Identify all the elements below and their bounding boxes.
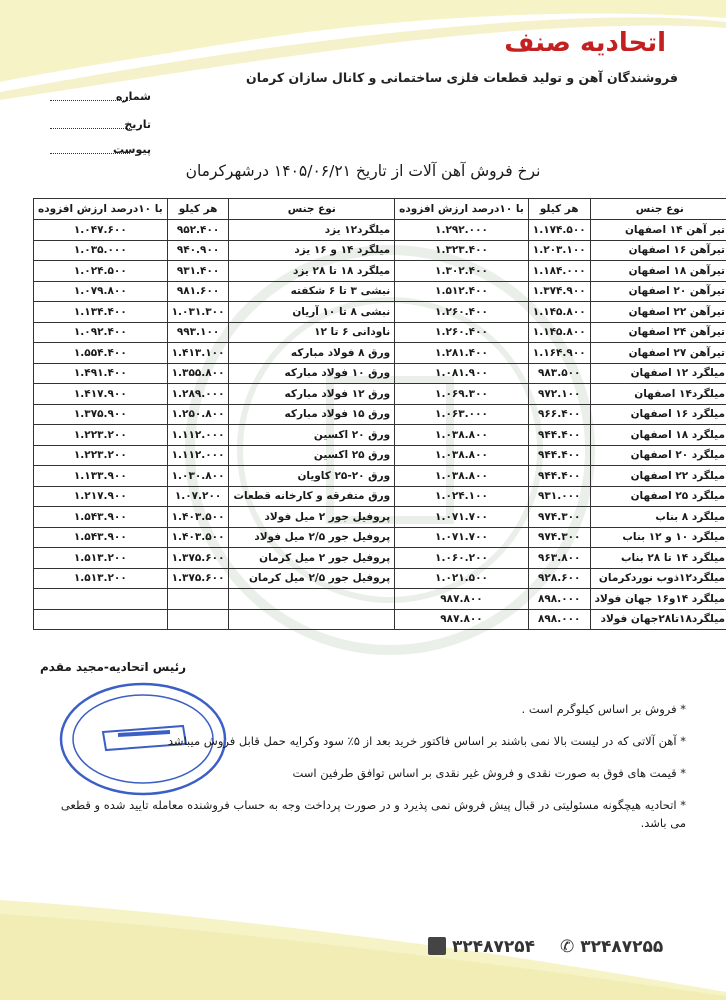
col-header-product-1: نوع جنس bbox=[590, 199, 726, 220]
cell-vat-price-1: ۱.۲۶۰.۴۰۰ bbox=[395, 302, 529, 323]
cell-vat-price-2: ۱.۵۵۴.۴۰۰ bbox=[34, 343, 168, 364]
cell-price-1: ۹۸۳.۵۰۰ bbox=[528, 363, 590, 384]
cell-product-2: ورق متفرقه و کارخانه قطعات bbox=[229, 486, 395, 507]
cell-vat-price-2: ۱.۱۳۴.۴۰۰ bbox=[34, 302, 168, 323]
table-row bbox=[34, 507, 726, 528]
cell-price-1: ۹۶۶.۴۰۰ bbox=[528, 404, 590, 425]
cell-product-1: میلگرد ۱۴ تا ۲۸ بناب bbox=[590, 548, 726, 569]
cell-vat-price-2: ۱.۲۲۳.۲۰۰ bbox=[34, 445, 168, 466]
cell-price-2: ۱.۴۰۳.۵۰۰ bbox=[167, 507, 229, 528]
table-row bbox=[34, 322, 726, 343]
meta-date-label: تاریخ bbox=[124, 118, 151, 131]
cell-vat-price-2: ۱.۲۱۷.۹۰۰ bbox=[34, 486, 168, 507]
cell-vat-price-2: ۱.۴۱۷.۹۰۰ bbox=[34, 384, 168, 405]
cell-product-2: ورق ۲۵ اکسین bbox=[229, 445, 395, 466]
cell-product-2: پروفیل جور ۲/۵ میل فولاد bbox=[229, 527, 395, 548]
cell-price-1: ۹۴۴.۴۰۰ bbox=[528, 466, 590, 487]
cell-price-1: ۹۷۴.۳۰۰ bbox=[528, 507, 590, 528]
cell-vat-price-2: ۱.۵۴۳.۹۰۰ bbox=[34, 507, 168, 528]
cell-product-1: میلگرد ۲۰ اصفهان bbox=[590, 445, 726, 466]
note-item: * اتحادیه هیچگونه مسئولیتی در قبال پیش فروش نمی پذیرد و در صورت پرداخت وجه به حساب فروشنده معامله تایید شده و قطعی می باشد. bbox=[60, 798, 686, 830]
cell-price-2: ۹۳۱.۴۰۰ bbox=[167, 261, 229, 282]
table-row bbox=[34, 220, 726, 241]
cell-product-2: ورق ۱۵ فولاد مبارکه bbox=[229, 404, 395, 425]
meta-attachment-label: پیوست bbox=[113, 143, 151, 156]
cell-product-1: تیرآهن ۱۸ اصفهان bbox=[590, 261, 726, 282]
table-row bbox=[34, 404, 726, 425]
cell-price-1: ۱.۱۷۴.۵۰۰ bbox=[528, 220, 590, 241]
cell-vat-price-2: ۱.۰۳۵.۰۰۰ bbox=[34, 240, 168, 261]
cell-product-2: ناودانی ۶ تا ۱۲ bbox=[229, 322, 395, 343]
cell-vat-price-1: ۹۸۷.۸۰۰ bbox=[395, 609, 529, 630]
cell-price-1: ۱.۲۰۳.۱۰۰ bbox=[528, 240, 590, 261]
cell-price-2: ۱.۱۱۲.۰۰۰ bbox=[167, 445, 229, 466]
cell-price-1: ۹۴۴.۴۰۰ bbox=[528, 445, 590, 466]
table-row bbox=[34, 261, 726, 282]
table-row bbox=[34, 302, 726, 323]
cell-product-2: نبشی ۸ تا ۱۰ آریان bbox=[229, 302, 395, 323]
cell-vat-price-2: ۱.۵۴۳.۹۰۰ bbox=[34, 527, 168, 548]
cell-product-1: تیرآهن ۲۴ اصفهان bbox=[590, 322, 726, 343]
cell-product-2: میلگرد ۱۸ تا ۲۸ یزد bbox=[229, 261, 395, 282]
cell-price-2: ۱.۱۱۲.۰۰۰ bbox=[167, 425, 229, 446]
cell-vat-price-1: ۱.۲۶۰.۴۰۰ bbox=[395, 322, 529, 343]
col-header-vat-price-2: با ۱۰درصد ارزش افزوده bbox=[34, 199, 168, 220]
table-row bbox=[34, 240, 726, 261]
table-row bbox=[34, 445, 726, 466]
cell-price-2: ۱.۴۱۳.۱۰۰ bbox=[167, 343, 229, 364]
col-header-vat-price-1: با ۱۰درصد ارزش افزوده bbox=[395, 199, 529, 220]
cell-price-1: ۹۷۴.۳۰۰ bbox=[528, 527, 590, 548]
meta-attachment-line bbox=[50, 153, 130, 154]
cell-product-2: ورق ۸ فولاد مبارکه bbox=[229, 343, 395, 364]
cell-product-1: میلگرد۱۴ اصفهان bbox=[590, 384, 726, 405]
cell-product-1: تیر آهن ۱۴ اصفهان bbox=[590, 220, 726, 241]
cell-vat-price-1: ۱.۳۲۳.۴۰۰ bbox=[395, 240, 529, 261]
cell-product-1: میلگرد ۸ بناب bbox=[590, 507, 726, 528]
union-subtitle: فروشندگان آهن و تولید قطعات فلزی ساختمانی و کانال سازان کرمان bbox=[246, 70, 678, 85]
cell-product-1: تیرآهن ۲۲ اصفهان bbox=[590, 302, 726, 323]
table-header-row bbox=[34, 199, 726, 220]
phone-number bbox=[560, 937, 663, 957]
cell-vat-price-2 bbox=[34, 589, 168, 610]
cell-vat-price-2: ۱.۰۲۴.۵۰۰ bbox=[34, 261, 168, 282]
cell-product-1: میلگرد ۱۸ اصفهان bbox=[590, 425, 726, 446]
cell-vat-price-2: ۱.۵۱۳.۲۰۰ bbox=[34, 548, 168, 569]
cell-vat-price-1: ۱.۰۷۱.۷۰۰ bbox=[395, 507, 529, 528]
cell-price-2 bbox=[167, 609, 229, 630]
cell-product-1: میلگرد ۱۰ و ۱۲ بناب bbox=[590, 527, 726, 548]
cell-price-1: ۱.۱۴۵.۸۰۰ bbox=[528, 322, 590, 343]
cell-price-2: ۱.۰۳۰.۸۰۰ bbox=[167, 466, 229, 487]
cell-price-1: ۱.۱۸۴.۰۰۰ bbox=[528, 261, 590, 282]
table-row bbox=[34, 548, 726, 569]
cell-price-1: ۸۹۸.۰۰۰ bbox=[528, 609, 590, 630]
cell-vat-price-2: ۱.۵۱۳.۲۰۰ bbox=[34, 568, 168, 589]
price-table bbox=[33, 198, 726, 630]
cell-vat-price-2: ۱.۴۹۱.۴۰۰ bbox=[34, 363, 168, 384]
cell-vat-price-1: ۱.۰۲۱.۵۰۰ bbox=[395, 568, 529, 589]
cell-vat-price-1: ۱.۰۶۳.۰۰۰ bbox=[395, 404, 529, 425]
union-chair-signature: رئیس اتحادیه-مجید مقدم bbox=[40, 660, 187, 674]
cell-vat-price-2: ۱.۰۹۲.۴۰۰ bbox=[34, 322, 168, 343]
phone-number-text: ۳۲۴۸۷۲۵۵ bbox=[580, 937, 664, 957]
table-row bbox=[34, 486, 726, 507]
cell-vat-price-1: ۱.۰۶۰.۲۰۰ bbox=[395, 548, 529, 569]
col-header-price-1: هر کیلو bbox=[528, 199, 590, 220]
table-row bbox=[34, 568, 726, 589]
cell-product-1: میلگرد۱۲ذوب نوردکرمان bbox=[590, 568, 726, 589]
cell-vat-price-1: ۱.۰۳۸.۸۰۰ bbox=[395, 445, 529, 466]
cell-price-1: ۱.۳۷۴.۹۰۰ bbox=[528, 281, 590, 302]
cell-vat-price-1: ۱.۵۱۲.۴۰۰ bbox=[395, 281, 529, 302]
cell-vat-price-1: ۱.۰۷۱.۷۰۰ bbox=[395, 527, 529, 548]
cell-vat-price-2: ۱.۲۲۳.۲۰۰ bbox=[34, 425, 168, 446]
table-row bbox=[34, 384, 726, 405]
cell-vat-price-1: ۱.۰۲۴.۱۰۰ bbox=[395, 486, 529, 507]
table-row bbox=[34, 527, 726, 548]
cell-price-2: ۱.۳۷۵.۶۰۰ bbox=[167, 548, 229, 569]
cell-vat-price-1: ۱.۲۸۱.۴۰۰ bbox=[395, 343, 529, 364]
table-row bbox=[34, 281, 726, 302]
cell-product-2: ورق ۲۰-۲۵ کاویان bbox=[229, 466, 395, 487]
cell-vat-price-2: ۱.۰۷۹.۸۰۰ bbox=[34, 281, 168, 302]
cell-vat-price-1: ۱.۳۰۲.۴۰۰ bbox=[395, 261, 529, 282]
cell-price-2: ۹۵۲.۴۰۰ bbox=[167, 220, 229, 241]
cell-vat-price-1: ۱.۰۳۸.۸۰۰ bbox=[395, 425, 529, 446]
cell-vat-price-2: ۱.۱۳۳.۹۰۰ bbox=[34, 466, 168, 487]
cell-price-2: ۱.۰۳۱.۳۰۰ bbox=[167, 302, 229, 323]
union-title: اتحادیه صنف bbox=[504, 28, 666, 58]
cell-price-2: ۱.۳۷۵.۶۰۰ bbox=[167, 568, 229, 589]
cell-price-1: ۹۲۸.۶۰۰ bbox=[528, 568, 590, 589]
cell-product-2: میلگرد۱۲ یزد bbox=[229, 220, 395, 241]
cell-vat-price-1: ۱.۰۳۸.۸۰۰ bbox=[395, 466, 529, 487]
cell-product-2: ورق ۲۰ اکسین bbox=[229, 425, 395, 446]
cell-price-1: ۱.۱۶۴.۹۰۰ bbox=[528, 343, 590, 364]
cell-vat-price-2: ۱.۳۷۵.۹۰۰ bbox=[34, 404, 168, 425]
cell-product-1: میلگرد ۲۵ اصفهان bbox=[590, 486, 726, 507]
cell-price-2: ۱.۲۵۰.۸۰۰ bbox=[167, 404, 229, 425]
table-row bbox=[34, 425, 726, 446]
cell-product-2: پروفیل جور ۲ میل کرمان bbox=[229, 548, 395, 569]
meta-date-line bbox=[50, 128, 130, 129]
cell-price-2: ۱.۲۸۹.۰۰۰ bbox=[167, 384, 229, 405]
col-header-price-2: هر کیلو bbox=[167, 199, 229, 220]
cell-product-2: میلگرد ۱۴ و ۱۶ یزد bbox=[229, 240, 395, 261]
cell-vat-price-2: ۱.۰۴۷.۶۰۰ bbox=[34, 220, 168, 241]
table-row bbox=[34, 609, 726, 630]
col-header-product-2: نوع جنس bbox=[229, 199, 395, 220]
note-item: * فروش بر اساس کیلوگرم است . bbox=[521, 702, 686, 716]
phone-icon: ✆ bbox=[560, 937, 575, 957]
cell-price-2: ۹۹۳.۱۰۰ bbox=[167, 322, 229, 343]
cell-price-2: ۱.۴۰۳.۵۰۰ bbox=[167, 527, 229, 548]
cell-vat-price-1: ۱.۰۶۹.۳۰۰ bbox=[395, 384, 529, 405]
note-item: * آهن آلاتی که در لیست بالا نمی باشند بر اساس فاکتور خرید بعد از ۵٪ سود وکرایه حمل قابل فروش میباشد bbox=[167, 734, 686, 748]
fax-icon bbox=[428, 937, 446, 955]
table-row bbox=[34, 466, 726, 487]
cell-price-1: ۹۴۴.۴۰۰ bbox=[528, 425, 590, 446]
cell-vat-price-1: ۹۸۷.۸۰۰ bbox=[395, 589, 529, 610]
cell-product-2: ورق ۱۲ فولاد مبارکه bbox=[229, 384, 395, 405]
cell-product-1: تیرآهن ۱۶ اصفهان bbox=[590, 240, 726, 261]
cell-product-1: میلگرد ۱۶ اصفهان bbox=[590, 404, 726, 425]
cell-product-1: میلگرد۱۸تا۲۸جهان فولاد bbox=[590, 609, 726, 630]
cell-vat-price-1: ۱.۰۸۱.۹۰۰ bbox=[395, 363, 529, 384]
cell-price-1: ۹۷۲.۱۰۰ bbox=[528, 384, 590, 405]
cell-vat-price-2 bbox=[34, 609, 168, 630]
price-list-title: نرخ فروش آهن آلات از تاریخ ۱۴۰۵/۰۶/۲۱ درشهرکرمان bbox=[185, 162, 541, 180]
cell-price-2: ۱.۳۵۵.۸۰۰ bbox=[167, 363, 229, 384]
notes-section bbox=[46, 700, 686, 846]
table-row bbox=[34, 363, 726, 384]
cell-product-2: پروفیل جور ۲ میل فولاد bbox=[229, 507, 395, 528]
cell-price-2: ۱.۰۷.۲۰۰ bbox=[167, 486, 229, 507]
cell-price-2: ۹۴۰.۹۰۰ bbox=[167, 240, 229, 261]
fax-number-text: ۳۲۴۸۷۲۵۴ bbox=[452, 937, 536, 957]
meta-number-line bbox=[50, 100, 130, 101]
table-row bbox=[34, 589, 726, 610]
meta-number-label: شماره bbox=[115, 90, 151, 103]
note-item: * قیمت های فوق به صورت نقدی و فروش غیر نقدی بر اساس توافق طرفین است bbox=[292, 766, 686, 780]
cell-product-2: نبشی ۳ تا ۶ شکفته bbox=[229, 281, 395, 302]
cell-price-1: ۸۹۸.۰۰۰ bbox=[528, 589, 590, 610]
cell-product-2 bbox=[229, 609, 395, 630]
cell-product-1: تیرآهن ۲۷ اصفهان bbox=[590, 343, 726, 364]
cell-price-2 bbox=[167, 589, 229, 610]
cell-product-1: میلگرد ۱۴و۱۶ جهان فولاد bbox=[590, 589, 726, 610]
cell-product-1: تیرآهن ۲۰ اصفهان bbox=[590, 281, 726, 302]
cell-product-2: پروفیل جور ۲/۵ میل کرمان bbox=[229, 568, 395, 589]
cell-price-1: ۹۶۳.۸۰۰ bbox=[528, 548, 590, 569]
table-row bbox=[34, 343, 726, 364]
cell-product-1: میلگرد ۱۲ اصفهان bbox=[590, 363, 726, 384]
cell-vat-price-1: ۱.۲۹۲.۰۰۰ bbox=[395, 220, 529, 241]
cell-price-1: ۹۳۱.۰۰۰ bbox=[528, 486, 590, 507]
cell-price-1: ۱.۱۴۵.۸۰۰ bbox=[528, 302, 590, 323]
cell-product-2 bbox=[229, 589, 395, 610]
cell-product-2: ورق ۱۰ فولاد مبارکه bbox=[229, 363, 395, 384]
cell-product-1: میلگرد ۲۲ اصفهان bbox=[590, 466, 726, 487]
cell-price-2: ۹۸۱.۶۰۰ bbox=[167, 281, 229, 302]
fax-number bbox=[428, 937, 535, 957]
